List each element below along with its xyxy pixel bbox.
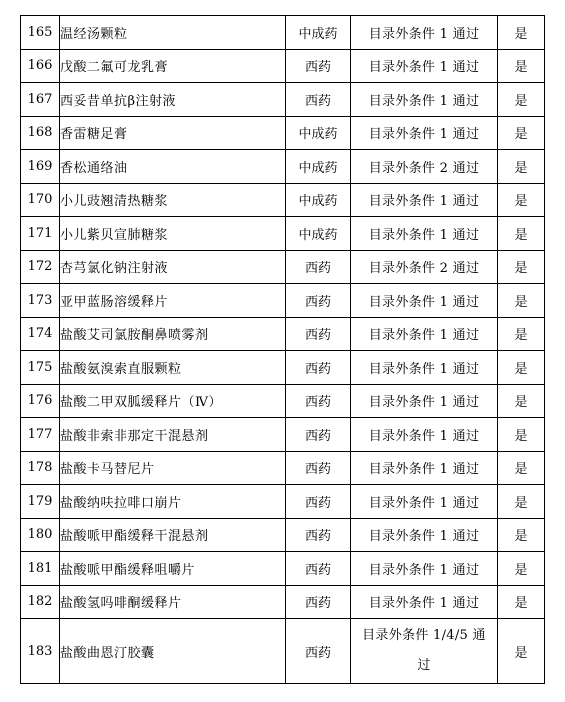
condition-cell: 目录外条件 2 通过 [351, 150, 498, 184]
drug-name-cell: 小儿紫贝宣肺糖浆 [60, 217, 286, 251]
row-number-cell: 169 [21, 150, 60, 184]
drug-name-cell: 盐酸哌甲酯缓释干混悬剂 [60, 518, 286, 552]
condition-cell: 目录外条件 1 通过 [351, 518, 498, 552]
result-flag-cell: 是 [498, 585, 545, 619]
result-flag-cell: 是 [498, 284, 545, 318]
table-row [21, 49, 545, 83]
drug-type-cell: 西药 [286, 83, 351, 117]
table-row [21, 451, 545, 485]
condition-cell: 目录外条件 1 通过 [351, 83, 498, 117]
condition-cell: 目录外条件 1 通过 [351, 16, 498, 50]
drug-type-cell: 中成药 [286, 217, 351, 251]
row-number-cell: 172 [21, 250, 60, 284]
result-flag-cell: 是 [498, 351, 545, 385]
condition-cell: 目录外条件 1/4/5 通过 [351, 619, 498, 684]
result-flag-cell: 是 [498, 183, 545, 217]
drug-type-cell: 西药 [286, 384, 351, 418]
drug-name-cell: 亚甲蓝肠溶缓释片 [60, 284, 286, 318]
drug-name-cell: 盐酸非索非那定干混悬剂 [60, 418, 286, 452]
drug-name-cell: 盐酸二甲双胍缓释片（Ⅳ） [60, 384, 286, 418]
table-row [21, 485, 545, 519]
drug-name-cell: 盐酸氨溴索直服颗粒 [60, 351, 286, 385]
table-row [21, 183, 545, 217]
drug-list-table [20, 15, 545, 684]
table-row [21, 552, 545, 586]
row-number-cell: 168 [21, 116, 60, 150]
row-number-cell: 167 [21, 83, 60, 117]
table-row [21, 83, 545, 117]
drug-type-cell: 中成药 [286, 116, 351, 150]
result-flag-cell: 是 [498, 16, 545, 50]
result-flag-cell: 是 [498, 384, 545, 418]
table-row [21, 619, 545, 684]
drug-type-cell: 中成药 [286, 183, 351, 217]
result-flag-cell: 是 [498, 619, 545, 684]
row-number-cell: 179 [21, 485, 60, 519]
table-row [21, 384, 545, 418]
drug-type-cell: 西药 [286, 418, 351, 452]
condition-cell: 目录外条件 1 通过 [351, 183, 498, 217]
row-number-cell: 175 [21, 351, 60, 385]
table-body [21, 16, 545, 684]
condition-cell: 目录外条件 1 通过 [351, 585, 498, 619]
drug-name-cell: 小儿豉翘清热糖浆 [60, 183, 286, 217]
table-row [21, 116, 545, 150]
drug-name-cell: 温经汤颗粒 [60, 16, 286, 50]
condition-cell: 目录外条件 1 通过 [351, 49, 498, 83]
result-flag-cell: 是 [498, 49, 545, 83]
drug-name-cell: 香松通络油 [60, 150, 286, 184]
row-number-cell: 176 [21, 384, 60, 418]
drug-name-cell: 盐酸纳呋拉啡口崩片 [60, 485, 286, 519]
drug-name-cell: 盐酸氢吗啡酮缓释片 [60, 585, 286, 619]
drug-name-cell: 西妥昔单抗β注射液 [60, 83, 286, 117]
condition-cell: 目录外条件 1 通过 [351, 451, 498, 485]
result-flag-cell: 是 [498, 485, 545, 519]
drug-type-cell: 西药 [286, 619, 351, 684]
drug-type-cell: 西药 [286, 485, 351, 519]
drug-name-cell: 戊酸二氟可龙乳膏 [60, 49, 286, 83]
row-number-cell: 170 [21, 183, 60, 217]
result-flag-cell: 是 [498, 250, 545, 284]
table-row [21, 150, 545, 184]
drug-type-cell: 西药 [286, 49, 351, 83]
table-row [21, 16, 545, 50]
result-flag-cell: 是 [498, 552, 545, 586]
table-row [21, 351, 545, 385]
condition-cell: 目录外条件 1 通过 [351, 317, 498, 351]
condition-cell: 目录外条件 2 通过 [351, 250, 498, 284]
drug-type-cell: 中成药 [286, 150, 351, 184]
table-row [21, 250, 545, 284]
result-flag-cell: 是 [498, 451, 545, 485]
row-number-cell: 181 [21, 552, 60, 586]
table-row [21, 585, 545, 619]
condition-cell: 目录外条件 1 通过 [351, 351, 498, 385]
drug-type-cell: 西药 [286, 518, 351, 552]
table-row [21, 217, 545, 251]
drug-type-cell: 西药 [286, 317, 351, 351]
condition-cell: 目录外条件 1 通过 [351, 284, 498, 318]
drug-name-cell: 香雷糖足膏 [60, 116, 286, 150]
row-number-cell: 183 [21, 619, 60, 684]
table-row [21, 418, 545, 452]
row-number-cell: 182 [21, 585, 60, 619]
row-number-cell: 177 [21, 418, 60, 452]
result-flag-cell: 是 [498, 418, 545, 452]
condition-cell: 目录外条件 1 通过 [351, 217, 498, 251]
row-number-cell: 166 [21, 49, 60, 83]
row-number-cell: 174 [21, 317, 60, 351]
result-flag-cell: 是 [498, 116, 545, 150]
row-number-cell: 178 [21, 451, 60, 485]
condition-cell: 目录外条件 1 通过 [351, 384, 498, 418]
row-number-cell: 180 [21, 518, 60, 552]
drug-name-cell: 盐酸哌甲酯缓释咀嚼片 [60, 552, 286, 586]
drug-type-cell: 西药 [286, 552, 351, 586]
drug-type-cell: 西药 [286, 250, 351, 284]
result-flag-cell: 是 [498, 217, 545, 251]
table-row [21, 317, 545, 351]
condition-cell: 目录外条件 1 通过 [351, 116, 498, 150]
row-number-cell: 173 [21, 284, 60, 318]
condition-cell: 目录外条件 1 通过 [351, 552, 498, 586]
table-row [21, 518, 545, 552]
drug-name-cell: 杏芎氯化钠注射液 [60, 250, 286, 284]
drug-type-cell: 西药 [286, 284, 351, 318]
drug-type-cell: 西药 [286, 451, 351, 485]
drug-name-cell: 盐酸艾司氯胺酮鼻喷雾剂 [60, 317, 286, 351]
result-flag-cell: 是 [498, 150, 545, 184]
drug-type-cell: 西药 [286, 351, 351, 385]
row-number-cell: 171 [21, 217, 60, 251]
row-number-cell: 165 [21, 16, 60, 50]
result-flag-cell: 是 [498, 518, 545, 552]
result-flag-cell: 是 [498, 317, 545, 351]
condition-cell: 目录外条件 1 通过 [351, 418, 498, 452]
result-flag-cell: 是 [498, 83, 545, 117]
drug-type-cell: 西药 [286, 585, 351, 619]
drug-name-cell: 盐酸卡马替尼片 [60, 451, 286, 485]
table-row [21, 284, 545, 318]
drug-name-cell: 盐酸曲恩汀胶囊 [60, 619, 286, 684]
drug-type-cell: 中成药 [286, 16, 351, 50]
condition-cell: 目录外条件 1 通过 [351, 485, 498, 519]
